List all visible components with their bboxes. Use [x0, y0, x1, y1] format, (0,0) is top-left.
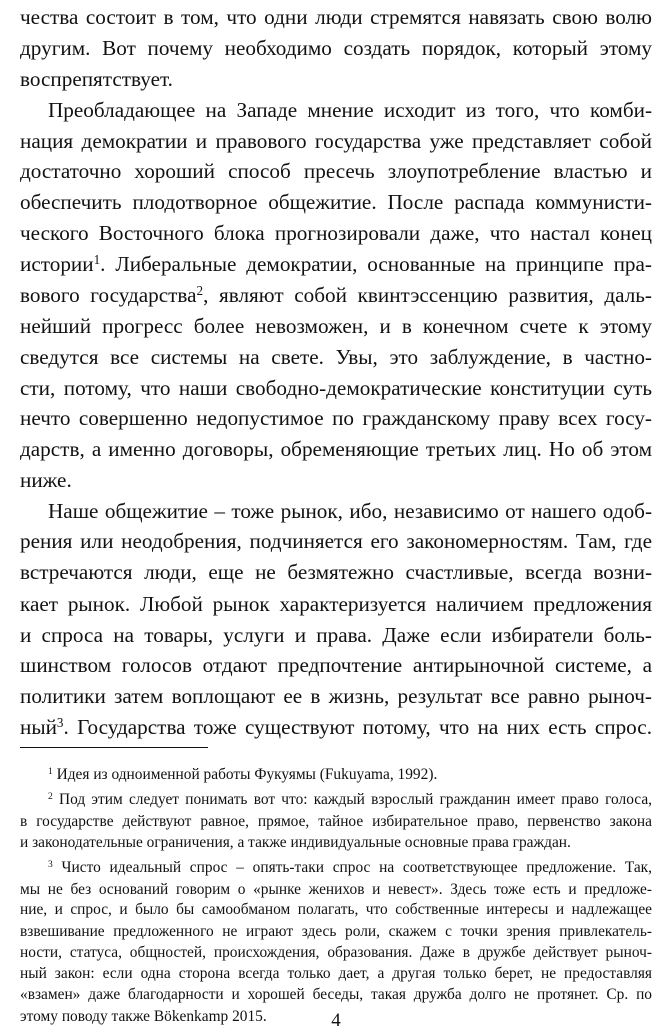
footnote-line: мы не без оснований говорим о «рынке женихов и невест». Здесь тоже есть и предложе- — [20, 881, 652, 898]
text-line: дарств, а именно договоры, обременяющие третьих лиц. Но об этом — [20, 437, 652, 461]
text-line: политики затем воплощают ее в жизнь, результат все равно рыноч- — [20, 684, 652, 708]
footnote-ref: 2 — [196, 282, 204, 298]
text-line: другим. Вот почему необходимо создать порядок, который этому — [20, 36, 652, 60]
text-line: воспрепятствует. — [20, 67, 173, 91]
text-line — [20, 251, 652, 277]
text-line: шинством голосов отдают предпочтение антирыночной системе, а — [20, 653, 652, 677]
text-fragment: Чисто идеальный спрос – опять-таки спрос на соответствующее предложение. Так, — [52, 859, 652, 876]
text-line — [20, 282, 652, 308]
text-line: рения или неодобрения, подчиняется его закономерностям. Там, где — [20, 529, 652, 553]
footnote-number: 1 — [48, 765, 53, 777]
text-line: достаточно хороший способ пресечь злоупотребление властью и — [20, 159, 652, 183]
text-fragment: Идея из одноименной работы Фукуямы (Fukuyama, 1992). — [52, 766, 438, 783]
footnote-line — [48, 789, 652, 811]
text-line: обеспечить плодотворное общежитие. После распада коммунисти- — [20, 190, 652, 214]
footnote-line: «взамен» даже благодарности и хорошей беседы, такая дружба долго не протянет. Ср. по — [20, 986, 652, 1003]
text-line: Преобладающее на Западе мнение исходит из того, что комби- — [48, 98, 652, 122]
text-line: кает рынок. Любой рынок характеризуется наличием предложения — [20, 592, 652, 616]
text-line: нечто совершенно недопустимое по гражданскому праву всех госу- — [20, 406, 652, 430]
text-line: нация демократии и правового государства уже представляет собой — [20, 129, 652, 153]
text-line: ниже. — [20, 468, 72, 492]
footnote-line: взвешивание предложенного не играют здесь роли, скажем с точки зрения привлекатель- — [20, 923, 652, 940]
text-fragment: вового государства — [20, 283, 197, 307]
text-line: ческого Восточного блока прогнозировали даже, что настал конец — [20, 221, 652, 245]
text-line: сти, потому, что наши свободно-демократические конституции суть — [20, 376, 652, 400]
text-line: сведутся все системы на свете. Увы, это заблуждение, в частно- — [20, 345, 652, 369]
text-line: встречаются люди, еще не безмятежно счастливые, всегда возни- — [20, 560, 652, 584]
footnote-line: и законодательные ограничения, а также индивидуальные основные права граждан. — [20, 834, 571, 851]
footnote-line — [48, 764, 652, 786]
footnote-number: 2 — [48, 790, 53, 802]
footnote-line: ности, статуса, общностей, происхождения, образования. Даже в дружбе действует рыноч- — [20, 944, 652, 961]
text-line: нейший прогресс более невозможен, и в конечном счете к этому — [20, 314, 652, 338]
text-fragment: ный — [20, 715, 57, 739]
footnote-line: в государстве действуют равное, прямое, тайное избирательное право, первенство закона — [20, 813, 652, 830]
footnote-line: этому поводу также Bökenkamp 2015. — [20, 1008, 267, 1025]
footnote-line: ние, и спрос, и было бы самообманом полагать, что собственные интересы и надлежащее — [20, 901, 652, 918]
page-number: 4 — [331, 1010, 341, 1031]
text-fragment: , являют собой квинтэссенцию развития, даль- — [203, 283, 652, 307]
text-line: Наше общежитие – тоже рынок, ибо, независимо от нашего одоб- — [48, 499, 652, 523]
text-fragment: истории — [20, 252, 94, 276]
footnote-ref: 3 — [56, 714, 64, 730]
footnote-number: 3 — [48, 858, 53, 870]
text-line — [20, 714, 652, 740]
footnote-separator — [20, 747, 208, 748]
text-fragment: . Государства тоже существуют потому, что на них есть спрос. — [63, 715, 652, 739]
text-line: чества состоит в том, что одни люди стремятся навязать свою волю — [20, 5, 652, 29]
text-line: и спроса на товары, услуги и права. Даже если избиратели боль- — [20, 623, 652, 647]
footnote-ref: 1 — [93, 251, 101, 267]
text-fragment: . Либеральные демократии, основанные на принципе пра- — [100, 252, 652, 276]
footnote-line: ный закон: если одна сторона всегда только дает, а другая только берет, не предоставляя — [20, 965, 652, 982]
footnote-line — [48, 857, 652, 879]
text-fragment: Под этим следует понимать вот что: каждый взрослый гражданин имеет право голоса, — [52, 791, 652, 808]
